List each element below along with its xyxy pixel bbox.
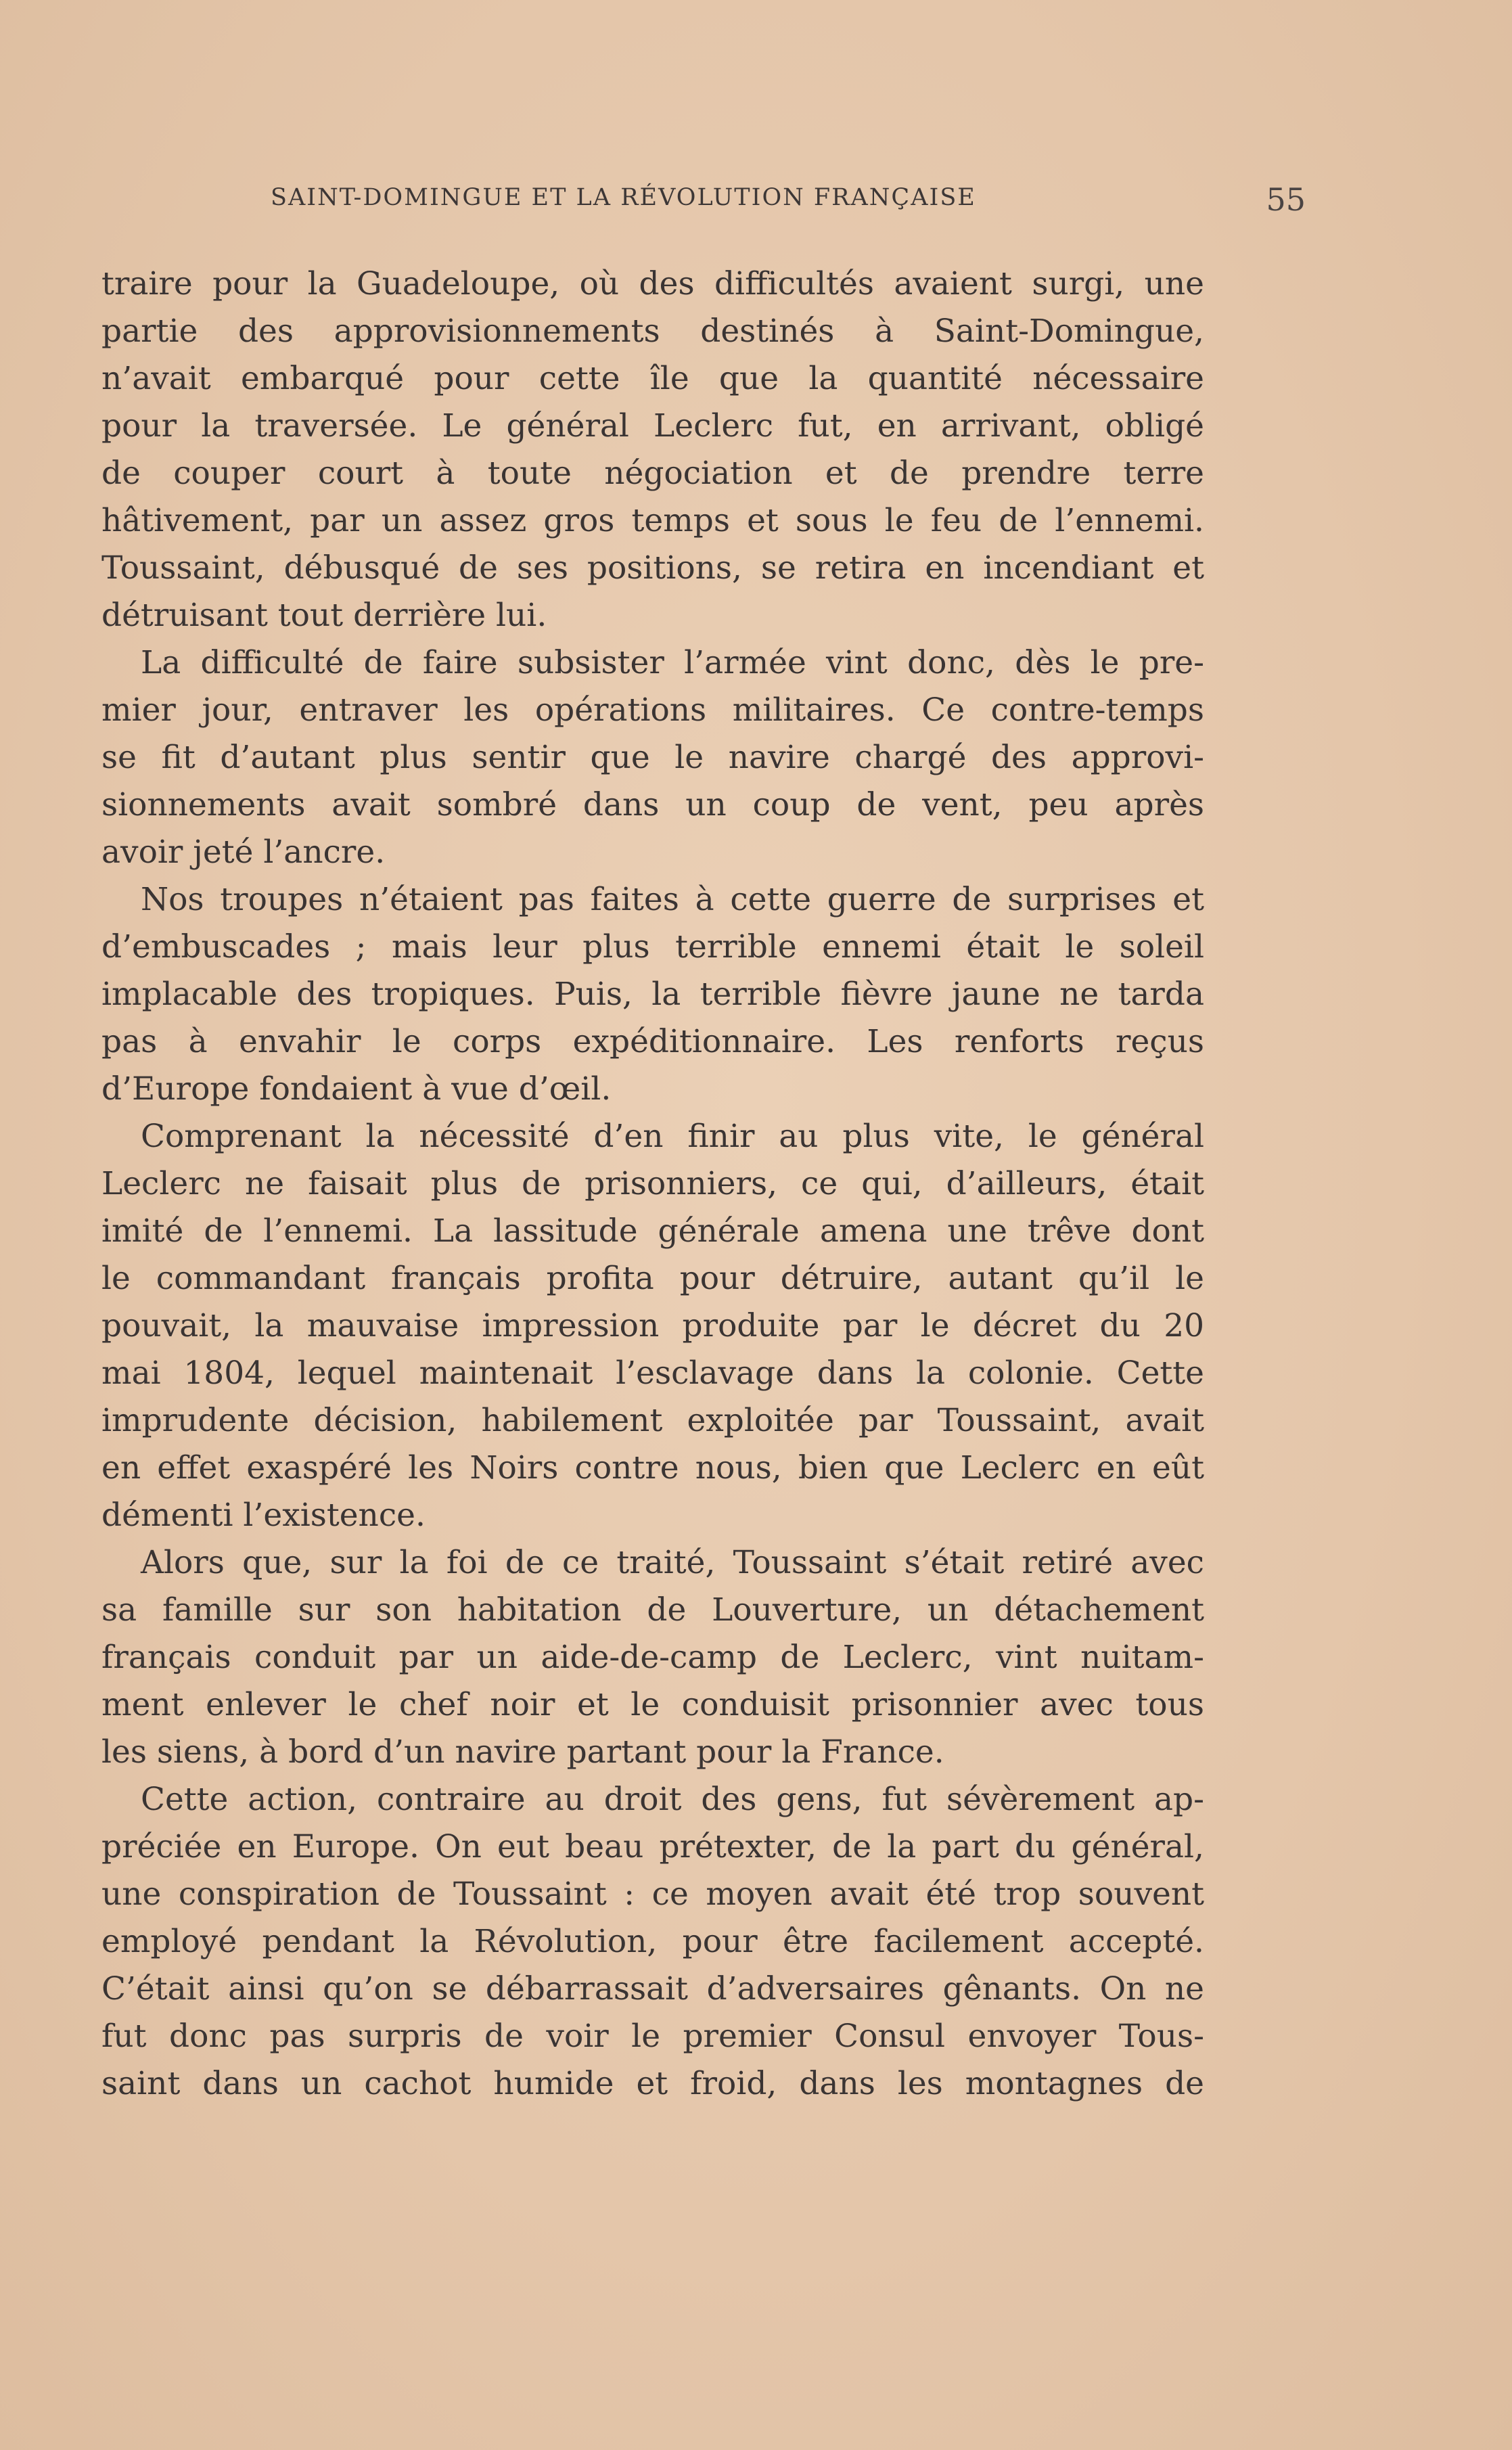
text-line: une conspiration de Toussaint : ce moyen avait été trop souvent	[101, 1876, 1204, 1913]
text-line: le commandant français profita pour détruire, autant qu’il le	[101, 1260, 1204, 1297]
text-line: détruisant tout derrière lui.	[101, 597, 547, 634]
text-line: sionnements avait sombré dans un coup de vent, peu après	[101, 786, 1204, 823]
text-line: Leclerc ne faisait plus de prisonniers, ce qui, d’ailleurs, était	[101, 1165, 1204, 1202]
text-line: implacable des tropiques. Puis, la terrible fièvre jaune ne tarda	[101, 976, 1204, 1013]
text-line: employé pendant la Révolution, pour être facilement accepté.	[101, 1923, 1204, 1960]
text-line: ment enlever le chef noir et le conduisit prisonnier avec tous	[101, 1686, 1204, 1723]
text-line: français conduit par un aide-de-camp de Leclerc, vint nuitam-	[101, 1639, 1204, 1676]
text-line: mier jour, entraver les opérations militaires. Ce contre-temps	[101, 691, 1204, 729]
text-line: imprudente décision, habilement exploitée par Toussaint, avait	[101, 1402, 1204, 1439]
paragraph-start: Comprenant la nécessité d’en finir au plus vite, le général	[141, 1118, 1204, 1155]
text-line: mai 1804, lequel maintenait l’esclavage dans la colonie. Cette	[101, 1355, 1204, 1392]
text-line: se fit d’autant plus sentir que le navire chargé des approvi-	[101, 739, 1204, 776]
text-line: pouvait, la mauvaise impression produite par le décret du 20	[101, 1307, 1204, 1344]
running-title: SAINT-DOMINGUE ET LA RÉVOLUTION FRANÇAISE	[271, 184, 976, 211]
body-text	[101, 260, 1204, 2108]
text-line: hâtivement, par un assez gros temps et sous le feu de l’ennemi.	[101, 502, 1204, 539]
text-line: d’Europe fondaient à vue d’œil.	[101, 1070, 612, 1108]
paragraph-start: Nos troupes n’étaient pas faites à cette guerre de surprises et	[141, 881, 1204, 918]
text-line: Toussaint, débusqué de ses positions, se retira en incendiant et	[101, 549, 1204, 587]
text-line: préciée en Europe. On eut beau prétexter, de la part du général,	[101, 1828, 1204, 1865]
text-line: fut donc pas surpris de voir le premier Consul envoyer Tous-	[101, 2018, 1204, 2055]
text-line: avoir jeté l’ancre.	[101, 834, 386, 871]
paragraph-start: La difficulté de faire subsister l’armée vint donc, dès le pre-	[141, 644, 1204, 681]
text-line: saint dans un cachot humide et froid, dans les montagnes de	[101, 2065, 1204, 2102]
paragraph-start: Alors que, sur la foi de ce traité, Toussaint s’était retiré avec	[141, 1544, 1204, 1581]
text-line: C’était ainsi qu’on se débarrassait d’adversaires gênants. On ne	[101, 1970, 1204, 2007]
text-line: n’avait embarqué pour cette île que la quantité nécessaire	[101, 360, 1204, 397]
text-line: pour la traversée. Le général Leclerc fut, en arrivant, obligé	[101, 407, 1204, 445]
text-line: pas à envahir le corps expéditionnaire. Les renforts reçus	[101, 1023, 1204, 1060]
text-line: d’embuscades ; mais leur plus terrible ennemi était le soleil	[101, 928, 1204, 966]
page-number: 55	[1266, 181, 1306, 218]
text-line: démenti l’existence.	[101, 1497, 426, 1534]
text-line: imité de l’ennemi. La lassitude générale amena une trêve dont	[101, 1212, 1204, 1250]
running-header	[101, 181, 1306, 225]
text-line: partie des approvisionnements destinés à Saint-Domingue,	[101, 313, 1204, 350]
text-line: les siens, à bord d’un navire partant pour la France.	[101, 1733, 944, 1771]
text-line: traire pour la Guadeloupe, où des difficultés avaient surgi, une	[101, 265, 1204, 302]
paragraph-start: Cette action, contraire au droit des gens, fut sévèrement ap-	[141, 1781, 1204, 1818]
text-line: sa famille sur son habitation de Louverture, un détachement	[101, 1591, 1204, 1629]
text-line: en effet exaspéré les Noirs contre nous, bien que Leclerc en eût	[101, 1449, 1204, 1487]
text-line: de couper court à toute négociation et de prendre terre	[101, 455, 1204, 492]
